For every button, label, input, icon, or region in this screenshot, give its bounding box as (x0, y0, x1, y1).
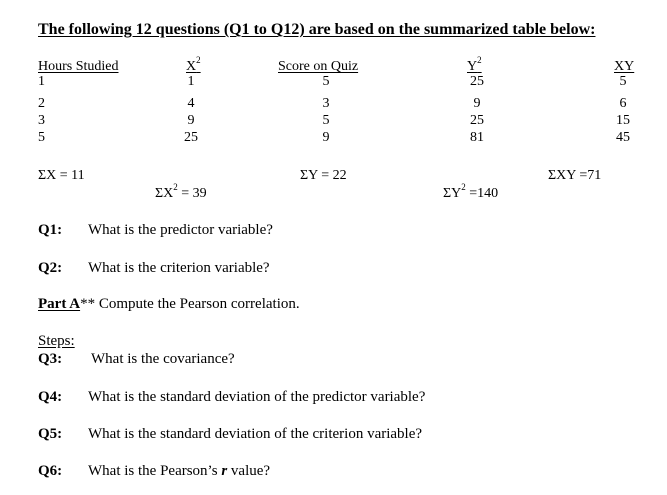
cell-hours: 2 (38, 96, 45, 111)
cell-y-squared: 81 (470, 130, 484, 145)
part-a-line (38, 297, 300, 312)
col-header-x-squared (186, 55, 201, 74)
part-a-text: Compute the Pearson correlation. (95, 296, 300, 312)
x-squared-superscript: 2 (196, 55, 201, 66)
q6-r-symbol: r (221, 463, 228, 479)
q1-text: What is the predictor variable? (88, 222, 273, 238)
q2-label: Q2: (38, 260, 63, 276)
col-header-score-on-quiz: Score on Quiz (278, 59, 359, 74)
sum-x-squared-sup: 2 (173, 182, 178, 193)
cell-y-squared: 25 (470, 113, 484, 128)
cell-x-squared: 9 (187, 113, 195, 128)
q6-label: Q6: (38, 463, 63, 479)
cell-hours: 3 (38, 113, 45, 128)
q6-text-pre: What is the Pearson’s (88, 463, 222, 479)
q6-text (88, 464, 270, 479)
cell-hours: 5 (38, 130, 45, 145)
q3-label: Q3: (38, 351, 63, 367)
cell-hours: 1 (38, 74, 45, 89)
cell-score: 9 (322, 130, 330, 145)
cell-y-squared: 9 (473, 96, 481, 111)
cell-x-squared: 1 (187, 74, 195, 89)
q5-label: Q5: (38, 426, 63, 442)
y-squared-superscript: 2 (477, 55, 482, 66)
q1-label: Q1: (38, 222, 63, 238)
steps-label: Steps: (38, 333, 75, 349)
sum-x-squared-post: = 39 (177, 186, 207, 201)
q6-text-post: value? (227, 463, 271, 479)
q4-text: What is the standard deviation of the predictor variable? (88, 389, 426, 405)
y-squared-base: Y (467, 59, 478, 74)
cell-x-squared: 4 (187, 96, 195, 111)
sum-y: ΣY = 22 (300, 168, 347, 183)
x-squared-base: X (186, 59, 197, 74)
cell-y-squared: 25 (470, 74, 484, 89)
cell-score: 3 (322, 96, 330, 111)
sum-y-squared (443, 182, 499, 201)
cell-score: 5 (322, 74, 330, 89)
q2-text: What is the criterion variable? (88, 260, 270, 276)
q3-text: What is the covariance? (91, 351, 235, 367)
part-a-label: Part A (38, 296, 81, 312)
col-header-hours-studied: Hours Studied (38, 59, 119, 74)
cell-xy: 45 (616, 130, 630, 145)
cell-xy: 15 (616, 113, 630, 128)
sum-y-squared-pre: ΣY (443, 186, 462, 201)
sum-x-squared-pre: ΣX (155, 186, 174, 201)
cell-xy: 6 (619, 96, 627, 111)
sum-xy: ΣXY =71 (548, 168, 602, 183)
cell-x-squared: 25 (184, 130, 198, 145)
sum-x: ΣX = 11 (38, 168, 85, 183)
cell-score: 5 (322, 113, 330, 128)
col-header-xy: XY (614, 59, 635, 74)
cell-xy: 5 (619, 74, 627, 89)
part-a-stars: ** (80, 296, 96, 312)
sum-y-squared-sup: 2 (461, 182, 466, 193)
sum-y-squared-post: =140 (465, 186, 499, 201)
page-heading: The following 12 questions (Q1 to Q12) are based on the summarized table below: (38, 21, 596, 38)
sum-x-squared (155, 182, 207, 201)
col-header-y-squared (467, 55, 482, 74)
q4-label: Q4: (38, 389, 63, 405)
q5-text: What is the standard deviation of the criterion variable? (88, 426, 423, 442)
